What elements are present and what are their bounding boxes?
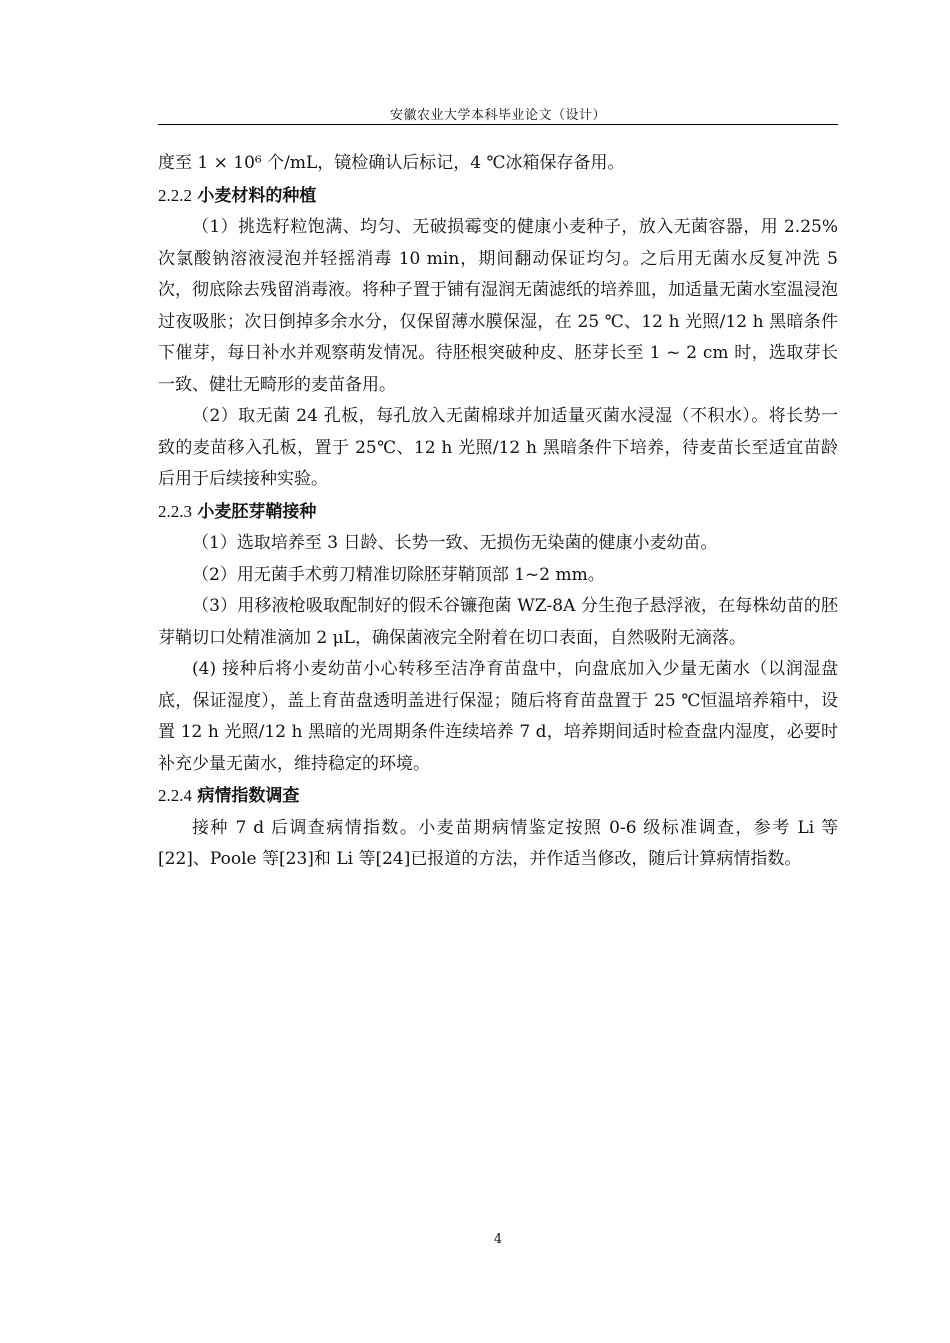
paragraph: （1）挑选籽粒饱满、均匀、无破损霉变的健康小麦种子，放入无菌容器，用 2.25%次氯酸钠溶液浸泡并轻摇消毒 10 min，期间翻动保证均匀。之后用无菌水反复冲洗 5 次，彻底除去残留消毒液。将种子置于铺有湿润无菌滤纸的培养皿，加适量无菌水室温浸泡过夜吸胀；次日倒掉多余水分，仅保留薄水膜保湿，在 25 ℃、12 h 光照/12 h 黑暗条件下催芽，每日补水并观察萌发情况。待胚根突破种皮、胚芽长至 1 ~ 2 cm 时，选取芽长一致、健壮无畸形的麦苗备用。 xyxy=(158,217,838,395)
section-title: 小麦胚芽鞘接种 xyxy=(197,501,317,522)
paragraph: 度至 1 × 10⁶ 个/mL，镜检确认后标记，4 ℃冰箱保存备用。 xyxy=(158,153,625,173)
section-number: 2.2.2 xyxy=(158,185,192,205)
section-number: 2.2.3 xyxy=(158,501,192,521)
section-heading xyxy=(158,180,838,213)
paragraph: 接种 7 d 后调查病情指数。小麦苗期病情鉴定按照 0-6 级标准调查，参考 Li 等[22]、Poole 等[23]和 Li 等[24]已报道的方法，并作适当修改，随后计算病情指数。 xyxy=(158,817,838,869)
header-rule xyxy=(158,124,838,125)
section-title: 小麦材料的种植 xyxy=(197,185,317,206)
paragraph: (4) 接种后将小麦幼苗小心转移至洁净育苗盘中，向盘底加入少量无菌水（以润湿盘底，保证湿度），盖上育苗盘透明盖进行保湿；随后将育苗盘置于 25 ℃恒温培养箱中，设置 12 h 光照/12 h 黑暗的光周期条件连续培养 7 d，培养期间适时检查盘内湿度，必要时补充少量无菌水，维持稳定的环境。 xyxy=(158,659,838,774)
paragraph: （3）用移液枪吸取配制好的假禾谷镰孢菌 WZ-8A 分生孢子悬浮液，在每株幼苗的胚芽鞘切口处精准滴加 2 μL，确保菌液完全附着在切口表面，自然吸附无滴落。 xyxy=(158,596,838,648)
paragraph: （1）选取培养至 3 日龄、长势一致、无损伤无染菌的健康小麦幼苗。 xyxy=(192,533,718,553)
paragraph: （2）用无菌手术剪刀精准切除胚芽鞘顶部 1~2 mm。 xyxy=(192,564,605,585)
running-header: 安徽农业大学本科毕业论文（设计） xyxy=(389,108,606,123)
section-number: 2.2.4 xyxy=(158,786,192,805)
section-heading xyxy=(158,780,838,813)
page-body xyxy=(158,148,838,876)
section-heading xyxy=(158,496,838,529)
section-title: 病情指数调查 xyxy=(197,786,300,806)
page-number: 4 xyxy=(493,1232,503,1247)
paragraph: （2）取无菌 24 孔板，每孔放入无菌棉球并加适量灭菌水浸湿（不积水）。将长势一致的麦苗移入孔板，置于 25℃、12 h 光照/12 h 黑暗条件下培养，待麦苗长至适宜苗龄后用于后续接种实验。 xyxy=(158,406,838,489)
